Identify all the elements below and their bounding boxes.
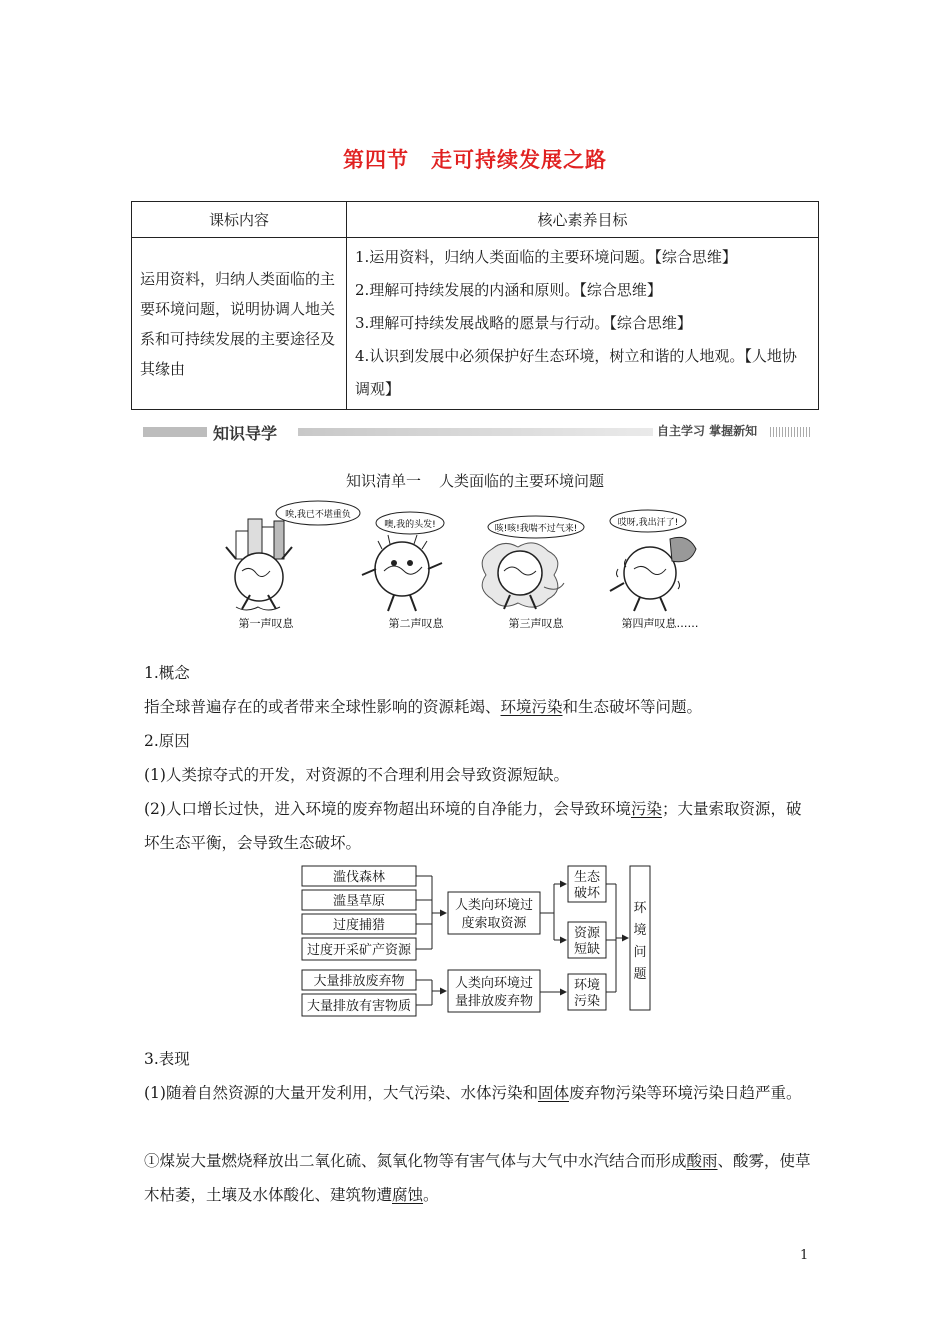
- flow-cause: 滥垦草原: [332, 894, 386, 909]
- flow-mid: 量排放废弃物: [454, 994, 534, 1009]
- flow-cause: 大量排放废弃物: [313, 974, 405, 989]
- flow-effect: 短缺: [573, 942, 601, 957]
- s2-p2: (2)人口增长过快，进入环境的废弃物超出环境的自净能力，会导致环境污染；大量索取资源，破坏生态平衡，会导致生态破坏。: [144, 800, 802, 852]
- flow-cause: 过度捕猎: [332, 918, 386, 933]
- section-heading-number: 知识清单一: [345, 472, 421, 490]
- flow-effect: 生态: [573, 870, 601, 885]
- page-title: [0, 144, 950, 174]
- environment-cause-flowchart: [300, 862, 660, 1020]
- flow-cause: 大量排放有害物质: [306, 999, 412, 1014]
- speech-bubble-4: [610, 510, 686, 532]
- s3-p1: (1)随着自然资源的大量开发利用，大气污染、水体污染和固体废弃物污染等环境污染日趋严重。: [144, 1084, 802, 1102]
- table-header-left: 课标内容: [132, 202, 347, 238]
- flow-effect: 资源: [573, 926, 601, 941]
- s2-heading: 2.原因: [144, 732, 190, 750]
- speech-bubble-1: [276, 501, 360, 525]
- s1-text: 指全球普遍存在的或者带来全球性影响的资源耗竭、环境污染和生态破坏等问题。: [144, 698, 703, 716]
- underlined-term: 固体: [537, 1084, 569, 1102]
- underlined-term: 酸雨: [686, 1152, 718, 1170]
- goal-item: 3.理解可持续发展战略的愿景与行动。【综合思维】: [355, 314, 692, 332]
- earth-sighs-illustration: [214, 499, 714, 639]
- s3-heading: 3.表现: [144, 1050, 190, 1068]
- title-section-number: 第四节: [343, 148, 409, 172]
- banner-stripes: [770, 427, 810, 437]
- flow-mid: 人类向环境过: [454, 976, 534, 991]
- speech-bubble-2: [376, 512, 444, 534]
- svg-text:唉,我已不堪重负: 唉,我已不堪重负: [285, 510, 351, 520]
- table-cell-goals: [347, 238, 819, 410]
- svg-text:哎呀,我出汗了!: 哎呀,我出汗了!: [617, 518, 679, 528]
- title-text: 走可持续发展之路: [431, 148, 607, 172]
- earth-cartoon-4: [610, 537, 696, 611]
- earth-cartoon-3: [482, 543, 564, 609]
- goal-item: 4.认识到发展中必须保护好生态环境，树立和谐的人地观。【人地协调观】: [355, 347, 797, 398]
- cartoon-caption: 第三声叹息: [508, 617, 564, 630]
- s2-p1: (1)人类掠夺式的开发，对资源的不合理利用会导致资源短缺。: [144, 766, 569, 784]
- page-number: 1: [800, 1248, 809, 1263]
- cartoon-caption: 第二声叹息: [388, 617, 444, 630]
- earth-cartoon-2: [362, 535, 442, 611]
- flow-mid: 人类向环境过: [454, 898, 534, 913]
- section-heading: [0, 470, 950, 491]
- standards-table: [131, 201, 819, 410]
- cartoon-caption: 第一声叹息: [238, 617, 294, 630]
- s3-p2: ①煤炭大量燃烧释放出二氧化硫、氮氧化物等有害气体与大气中水汽结合而形成酸雨、酸雾，使草木枯萎，土壤及水体酸化、建筑物遭腐蚀。: [144, 1152, 811, 1204]
- flow-effect: 环境: [573, 978, 601, 993]
- banner-label: 知识导学: [213, 424, 278, 443]
- flow-result: 境: [633, 923, 647, 938]
- section-heading-text: 人类面临的主要环境问题: [439, 472, 605, 490]
- underlined-term: 腐蚀: [392, 1186, 424, 1204]
- table-cell-standard: 运用资料，归纳人类面临的主要环境问题，说明协调人地关系和可持续发展的主要途径及其缘由: [132, 238, 347, 410]
- svg-text:噢,我的头发!: 噢,我的头发!: [384, 520, 436, 530]
- goal-item: 2.理解可持续发展的内涵和原则。【综合思维】: [355, 281, 662, 299]
- underlined-term: 环境污染: [500, 698, 563, 716]
- flow-result: 环: [633, 901, 647, 916]
- flow-cause: 过度开采矿产资源: [306, 943, 412, 958]
- flow-mid: 度索取资源: [461, 916, 527, 931]
- speech-bubble-3: [488, 516, 584, 538]
- goal-item: 1.运用资料，归纳人类面临的主要环境问题。【综合思维】: [355, 248, 737, 266]
- underlined-term: 污染: [630, 800, 662, 818]
- banner-right-label: 自主学习 掌握新知: [653, 422, 761, 439]
- flow-effect: 破坏: [573, 886, 601, 901]
- flow-cause: 滥伐森林: [332, 870, 386, 885]
- flow-effect: 污染: [573, 994, 601, 1009]
- flow-result: 问: [633, 945, 647, 960]
- table-header-right: 核心素养目标: [347, 202, 819, 238]
- cartoon-caption: 第四声叹息……: [621, 617, 699, 630]
- section-banner: [143, 423, 810, 441]
- flow-result: 题: [633, 967, 647, 982]
- svg-text:咳!咳!我喘不过气来!: 咳!咳!我喘不过气来!: [494, 524, 578, 534]
- s1-heading: 1.概念: [144, 664, 190, 682]
- banner-bar-left: [143, 427, 207, 437]
- earth-cartoon-1: [226, 519, 292, 610]
